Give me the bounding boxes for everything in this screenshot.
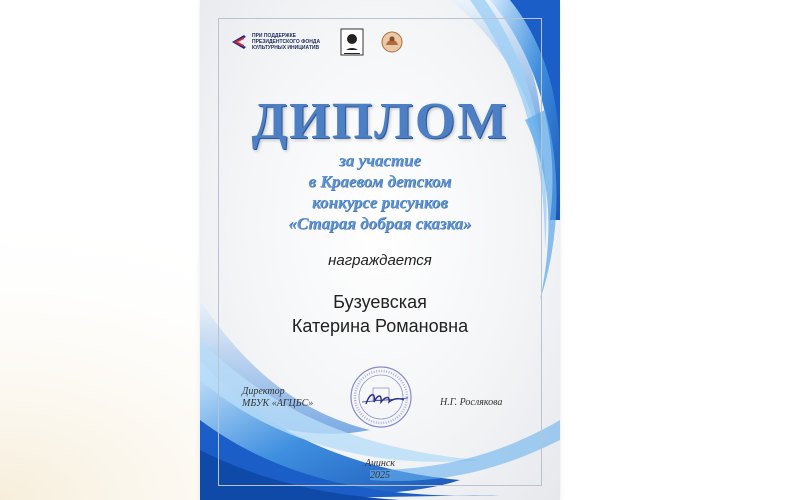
presidential-fund-text: ПРИ ПОДДЕРЖКЕ ПРЕЗИДЕНТСКОГО ФОНДА КУЛЬТУРНЫХ ИНИЦИАТИВ xyxy=(252,33,321,51)
signatory-name: Н.Г. Рослякова xyxy=(440,397,503,408)
recipient-surname: Бузуевская xyxy=(333,292,427,312)
place-and-year xyxy=(200,458,560,482)
diploma-subtitle xyxy=(200,150,560,234)
presidential-fund-icon xyxy=(230,34,248,50)
subtitle-line: конкурсе рисунков xyxy=(312,193,448,212)
diploma-title: ДИПЛОМ xyxy=(251,93,509,150)
subtitle-line: за участие xyxy=(338,151,422,170)
recipient-name xyxy=(200,290,560,338)
subtitle-line: «Старая добрая сказка» xyxy=(288,214,472,233)
subtitle-line: в Краевом детском xyxy=(308,172,452,191)
city: Ачинск xyxy=(365,458,395,469)
presidential-fund-logo xyxy=(230,30,322,54)
awarded-label: награждается xyxy=(328,252,432,269)
emblem-icon xyxy=(380,30,404,54)
year: 2025 xyxy=(370,470,390,481)
sponsor-logos xyxy=(230,28,430,58)
recipient-given-names: Катерина Романовна xyxy=(291,316,469,336)
position-title: Директор xyxy=(242,386,285,397)
signatory-position xyxy=(242,386,313,410)
diploma-sheet xyxy=(200,0,560,500)
organization-name: МБУК «АГЦБС» xyxy=(242,398,314,409)
official-stamp-with-signature xyxy=(348,364,414,430)
library-portrait-icon xyxy=(340,28,364,56)
